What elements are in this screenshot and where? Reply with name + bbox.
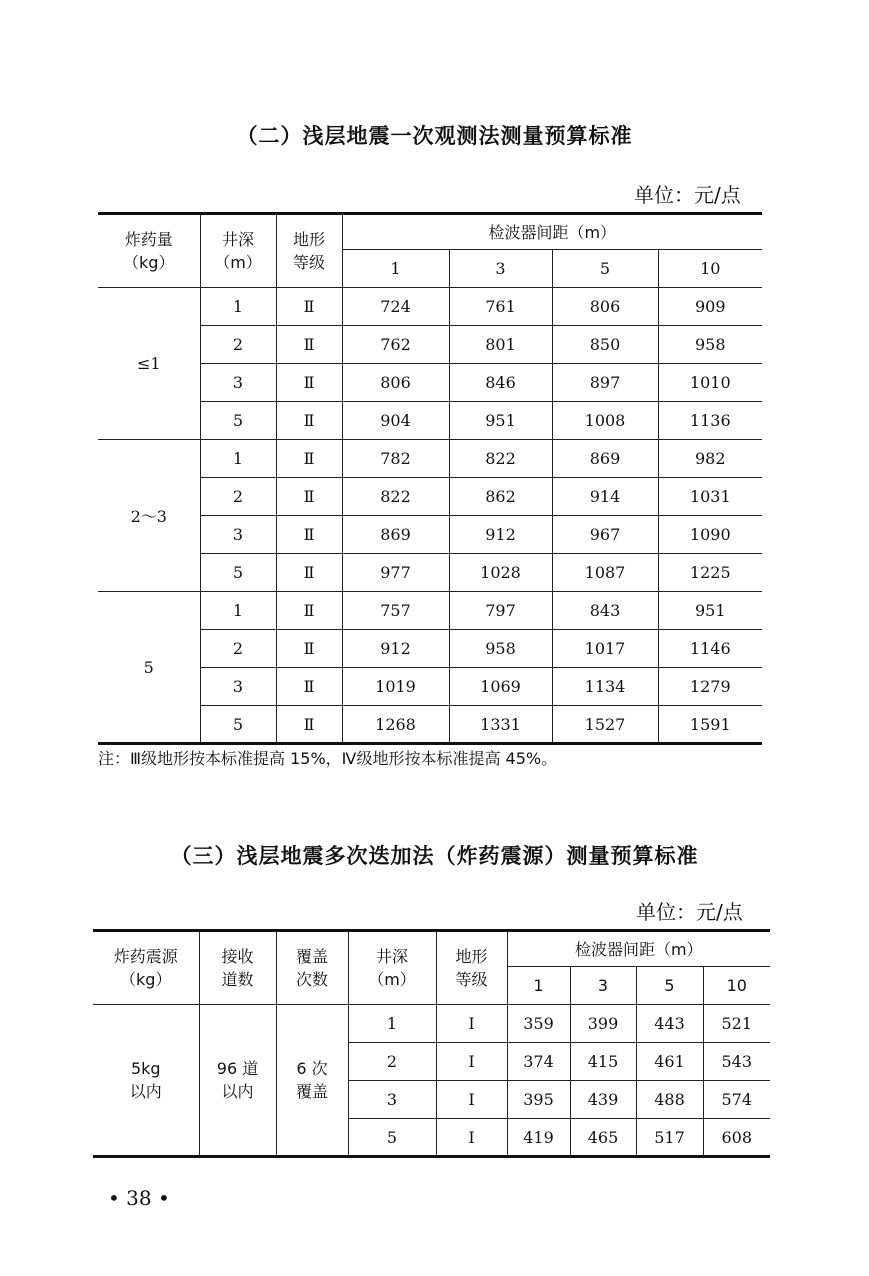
value-cell: 1031 bbox=[658, 478, 762, 516]
value-cell: 724 bbox=[342, 288, 449, 326]
value-cell: 574 bbox=[703, 1081, 770, 1119]
grade-cell: Ⅱ bbox=[276, 668, 342, 706]
spacing-3: 3 bbox=[449, 250, 552, 288]
depth-cell: 1 bbox=[200, 440, 276, 478]
header-depth bbox=[200, 214, 276, 288]
spacing-5: 5 bbox=[552, 250, 658, 288]
header-charge-unit: （kg） bbox=[123, 253, 175, 272]
value-cell: 958 bbox=[449, 630, 552, 668]
header-charge bbox=[98, 214, 200, 288]
value-cell: 982 bbox=[658, 440, 762, 478]
value-cell: 1134 bbox=[552, 668, 658, 706]
value-cell: 822 bbox=[449, 440, 552, 478]
value-cell: 977 bbox=[342, 554, 449, 592]
header-terrain bbox=[436, 931, 507, 1005]
source-value-2: 以内 bbox=[129, 1082, 162, 1101]
value-cell: 374 bbox=[507, 1043, 570, 1081]
header-channels-label: 接收 bbox=[221, 947, 254, 966]
source-cell bbox=[93, 1005, 199, 1157]
value-cell: 517 bbox=[636, 1119, 703, 1157]
spacing-1: 1 bbox=[507, 967, 570, 1005]
charge-group: 2～3 bbox=[98, 440, 200, 592]
depth-cell: 5 bbox=[200, 706, 276, 744]
section3-unit: 单位：元/点 bbox=[636, 900, 743, 924]
value-cell: 869 bbox=[342, 516, 449, 554]
value-cell: 1268 bbox=[342, 706, 449, 744]
value-cell: 443 bbox=[636, 1005, 703, 1043]
header-fold bbox=[276, 931, 348, 1005]
spacing-10: 10 bbox=[658, 250, 762, 288]
value-cell: 1331 bbox=[449, 706, 552, 744]
value-cell: 967 bbox=[552, 516, 658, 554]
value-cell: 1225 bbox=[658, 554, 762, 592]
depth-cell: 3 bbox=[200, 668, 276, 706]
value-cell: 1087 bbox=[552, 554, 658, 592]
fold-cell bbox=[276, 1005, 348, 1157]
value-cell: 461 bbox=[636, 1043, 703, 1081]
depth-cell: 2 bbox=[200, 630, 276, 668]
header-terrain-label-2: 等级 bbox=[455, 970, 488, 989]
depth-cell: 3 bbox=[200, 516, 276, 554]
value-cell: 419 bbox=[507, 1119, 570, 1157]
value-cell: 1019 bbox=[342, 668, 449, 706]
page-number: • 38 • bbox=[108, 1186, 170, 1210]
header-depth-label: 井深 bbox=[221, 230, 254, 249]
value-cell: 862 bbox=[449, 478, 552, 516]
fold-value-2: 覆盖 bbox=[295, 1082, 328, 1101]
value-cell: 806 bbox=[342, 364, 449, 402]
depth-cell: 5 bbox=[200, 554, 276, 592]
value-cell: 399 bbox=[570, 1005, 636, 1043]
header-fold-label-2: 次数 bbox=[295, 970, 328, 989]
header-terrain-label-2: 等级 bbox=[292, 253, 325, 272]
fold-value: 6 次 bbox=[296, 1059, 328, 1078]
spacing-10: 10 bbox=[703, 967, 770, 1005]
section2-table bbox=[98, 212, 762, 745]
depth-cell: 2 bbox=[200, 478, 276, 516]
value-cell: 415 bbox=[570, 1043, 636, 1081]
header-depth-unit: （m） bbox=[214, 253, 262, 272]
grade-cell: Ⅰ bbox=[436, 1005, 507, 1043]
value-cell: 846 bbox=[449, 364, 552, 402]
charge-group: ≤1 bbox=[98, 288, 200, 440]
grade-cell: Ⅱ bbox=[276, 592, 342, 630]
grade-cell: Ⅱ bbox=[276, 288, 342, 326]
header-depth-label: 井深 bbox=[375, 947, 408, 966]
value-cell: 904 bbox=[342, 402, 449, 440]
header-channels-label-2: 道数 bbox=[221, 970, 254, 989]
value-cell: 521 bbox=[703, 1005, 770, 1043]
header-spacing: 检波器间距（m） bbox=[342, 214, 762, 250]
value-cell: 801 bbox=[449, 326, 552, 364]
header-terrain-label: 地形 bbox=[292, 230, 325, 249]
value-cell: 951 bbox=[658, 592, 762, 630]
depth-cell: 1 bbox=[200, 288, 276, 326]
value-cell: 914 bbox=[552, 478, 658, 516]
section2-note: 注：Ⅲ级地形按本标准提高 15%，Ⅳ级地形按本标准提高 45%。 bbox=[98, 749, 558, 768]
value-cell: 543 bbox=[703, 1043, 770, 1081]
grade-cell: Ⅰ bbox=[436, 1043, 507, 1081]
value-cell: 797 bbox=[449, 592, 552, 630]
depth-cell: 3 bbox=[200, 364, 276, 402]
spacing-5: 5 bbox=[636, 967, 703, 1005]
header-source-label: 炸药震源 bbox=[113, 947, 178, 966]
depth-cell: 1 bbox=[348, 1005, 436, 1043]
section3-table bbox=[93, 929, 770, 1158]
value-cell: 1090 bbox=[658, 516, 762, 554]
value-cell: 757 bbox=[342, 592, 449, 630]
value-cell: 1028 bbox=[449, 554, 552, 592]
value-cell: 1527 bbox=[552, 706, 658, 744]
charge-group: 5 bbox=[98, 592, 200, 744]
depth-cell: 5 bbox=[200, 402, 276, 440]
grade-cell: Ⅱ bbox=[276, 706, 342, 744]
value-cell: 850 bbox=[552, 326, 658, 364]
grade-cell: Ⅱ bbox=[276, 326, 342, 364]
value-cell: 488 bbox=[636, 1081, 703, 1119]
value-cell: 359 bbox=[507, 1005, 570, 1043]
header-depth bbox=[348, 931, 436, 1005]
section2-unit: 单位：元/点 bbox=[634, 183, 741, 207]
spacing-1: 1 bbox=[342, 250, 449, 288]
depth-cell: 1 bbox=[200, 592, 276, 630]
value-cell: 782 bbox=[342, 440, 449, 478]
value-cell: 822 bbox=[342, 478, 449, 516]
value-cell: 465 bbox=[570, 1119, 636, 1157]
value-cell: 1591 bbox=[658, 706, 762, 744]
grade-cell: Ⅱ bbox=[276, 478, 342, 516]
value-cell: 951 bbox=[449, 402, 552, 440]
value-cell: 909 bbox=[658, 288, 762, 326]
header-source-unit: （kg） bbox=[120, 970, 172, 989]
value-cell: 439 bbox=[570, 1081, 636, 1119]
grade-cell: Ⅰ bbox=[436, 1119, 507, 1157]
grade-cell: Ⅱ bbox=[276, 554, 342, 592]
header-terrain bbox=[276, 214, 342, 288]
header-charge-label: 炸药量 bbox=[124, 230, 173, 249]
value-cell: 762 bbox=[342, 326, 449, 364]
value-cell: 1017 bbox=[552, 630, 658, 668]
grade-cell: Ⅱ bbox=[276, 364, 342, 402]
value-cell: 869 bbox=[552, 440, 658, 478]
grade-cell: Ⅱ bbox=[276, 630, 342, 668]
value-cell: 897 bbox=[552, 364, 658, 402]
source-value: 5kg bbox=[130, 1059, 161, 1078]
value-cell: 1069 bbox=[449, 668, 552, 706]
value-cell: 958 bbox=[658, 326, 762, 364]
header-fold-label: 覆盖 bbox=[295, 947, 328, 966]
header-depth-unit: （m） bbox=[368, 970, 416, 989]
section3-title: （三）浅层地震多次迭加法（炸药震源）测量预算标准 bbox=[170, 844, 699, 868]
depth-cell: 2 bbox=[348, 1043, 436, 1081]
value-cell: 1010 bbox=[658, 364, 762, 402]
depth-cell: 2 bbox=[200, 326, 276, 364]
value-cell: 912 bbox=[342, 630, 449, 668]
value-cell: 608 bbox=[703, 1119, 770, 1157]
value-cell: 1136 bbox=[658, 402, 762, 440]
header-terrain-label: 地形 bbox=[455, 947, 488, 966]
channels-value: 96 道 bbox=[216, 1059, 259, 1078]
section2-title: （二）浅层地震一次观测法测量预算标准 bbox=[236, 124, 633, 148]
header-spacing: 检波器间距（m） bbox=[507, 931, 770, 967]
value-cell: 912 bbox=[449, 516, 552, 554]
value-cell: 806 bbox=[552, 288, 658, 326]
depth-cell: 5 bbox=[348, 1119, 436, 1157]
depth-cell: 3 bbox=[348, 1081, 436, 1119]
value-cell: 761 bbox=[449, 288, 552, 326]
value-cell: 1146 bbox=[658, 630, 762, 668]
value-cell: 843 bbox=[552, 592, 658, 630]
channels-value-2: 以内 bbox=[221, 1082, 254, 1101]
value-cell: 1008 bbox=[552, 402, 658, 440]
grade-cell: Ⅱ bbox=[276, 440, 342, 478]
header-source bbox=[93, 931, 199, 1005]
value-cell: 1279 bbox=[658, 668, 762, 706]
spacing-3: 3 bbox=[570, 967, 636, 1005]
channels-cell bbox=[199, 1005, 276, 1157]
value-cell: 395 bbox=[507, 1081, 570, 1119]
grade-cell: Ⅱ bbox=[276, 516, 342, 554]
grade-cell: Ⅱ bbox=[276, 402, 342, 440]
grade-cell: Ⅰ bbox=[436, 1081, 507, 1119]
header-channels bbox=[199, 931, 276, 1005]
